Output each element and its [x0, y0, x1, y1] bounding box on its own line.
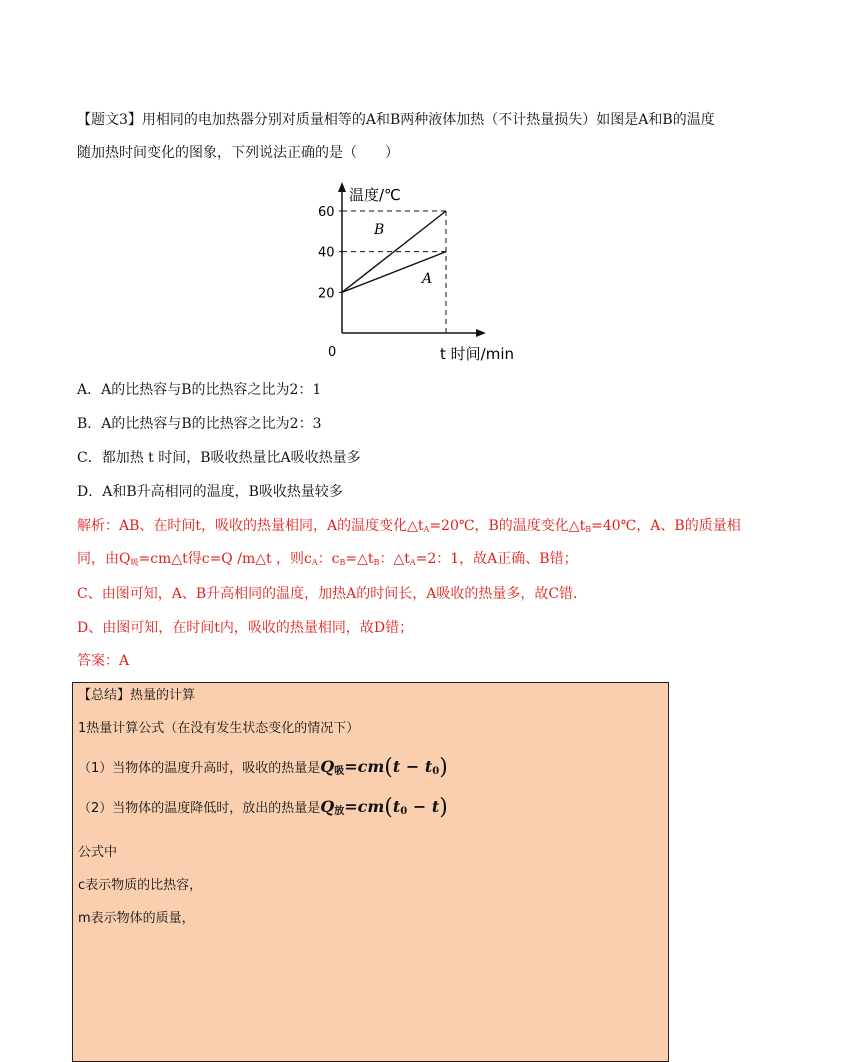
option-c: C．都加热 t 时间，B吸收热量比A吸收热量多 — [77, 450, 361, 466]
question-line-1: 【题文3】用相同的电加热器分别对质量相等的A和B两种液体加热（不计热量损失）如图是A和B的温度 — [77, 112, 715, 128]
summary-line-4: 公式中 — [78, 845, 118, 860]
y-tick-label: 60 — [318, 205, 335, 220]
y-tick-label: 40 — [318, 245, 335, 261]
summary-box — [72, 682, 669, 1062]
summary-line-2: （1）当物体的温度升高时，吸收的热量是$Q_吸=cm(t - t_0)$ — [78, 755, 448, 780]
option-d: D．A和B升高相同的温度，B吸收热量较多 — [77, 484, 343, 500]
summary-line-1: 1热量计算公式（在没有发生状态变化的情况下） — [78, 721, 360, 736]
temperature-time-graph — [312, 178, 542, 366]
summary-title: 【总结】热量的计算 — [78, 688, 196, 703]
option-b: B．A的比热容与B的比热容之比为2：3 — [77, 416, 322, 432]
origin-label: 0 — [328, 345, 337, 360]
x-axis-arrow — [476, 329, 486, 337]
x-axis-label: t 时间/min — [440, 345, 514, 363]
series-label-a: A — [422, 271, 433, 287]
summary-line-6: m表示物体的质量， — [78, 911, 195, 926]
analysis-line-c: C、由图可知，A、B升高相同的温度，加热A的时间长，A吸收的热量多，故C错. — [77, 586, 578, 602]
summary-line-3: （2）当物体的温度降低时，放出的热量是$Q_放=cm(t_0 - t)$ — [78, 795, 448, 820]
y-tick-label: 20 — [318, 286, 335, 302]
formula-released: $Q_放=cm(t_0 - t)$ — [320, 795, 448, 820]
analysis-line-2: 同，由$Q_吸=cm\triangle t$得c=Q /m△t ，则$c_A$：$c_B=\triangle t_B$：$\triangle t_A=2$：1，故A正确、B错； — [77, 551, 578, 567]
y-axis-label: 温度/℃ — [349, 186, 401, 204]
summary-line-5: c表示物质的比热容， — [78, 878, 203, 893]
answer: 答案：A — [77, 653, 130, 669]
analysis-line-1: 解析：AB、在时间t，吸收的热量相同，A的温度变化$\triangle t_A=20℃$，B的温度变化$\triangle t_B=40℃$，A、B的质量相 — [77, 518, 741, 534]
question-line-2: 随加热时间变化的图象，下列说法正确的是（ ） — [77, 145, 399, 161]
formula-absorbed: $Q_吸=cm(t - t_0)$ — [320, 755, 448, 780]
series-label-b: B — [374, 222, 385, 238]
option-a: A．A的比热容与B的比热容之比为2：1 — [77, 382, 322, 398]
analysis-line-d: D、由图可知，在时间t内，吸收的热量相同，故D错； — [77, 620, 414, 636]
y-axis-arrow — [338, 182, 346, 192]
